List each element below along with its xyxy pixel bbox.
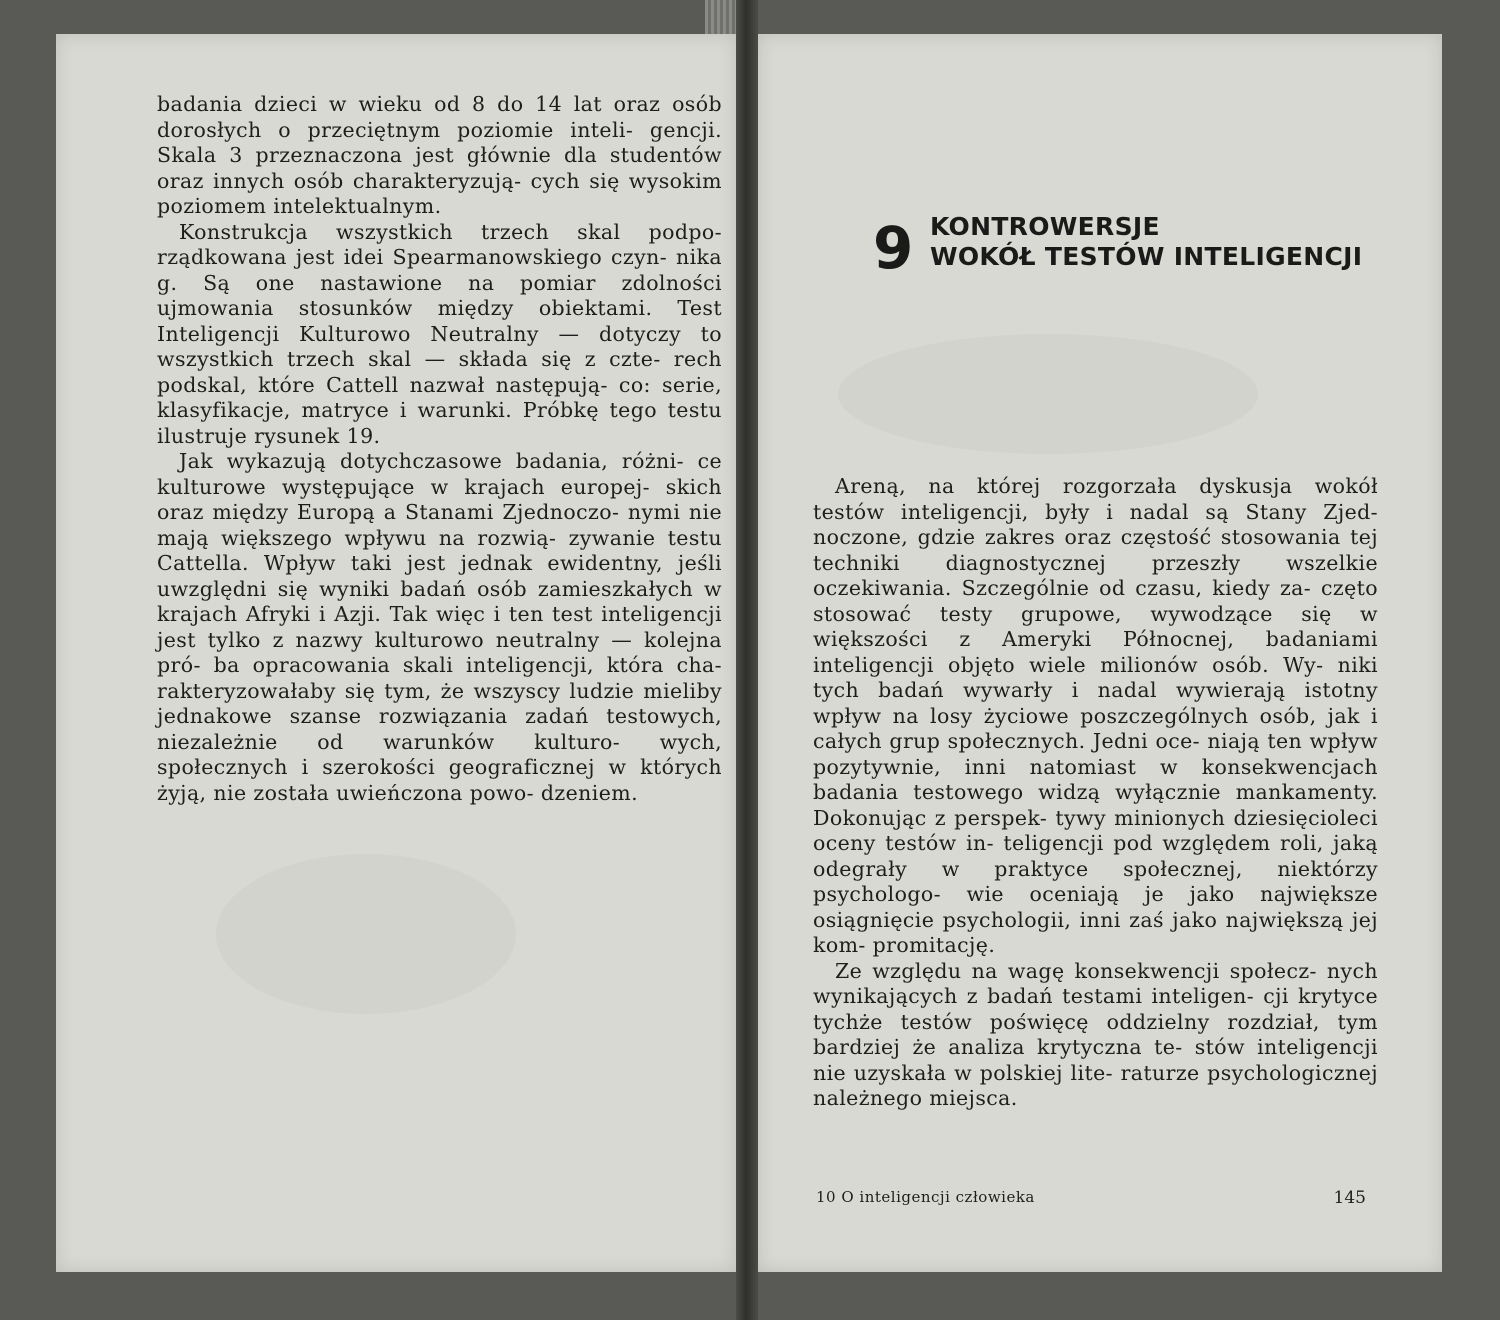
chapter-number: 9 bbox=[873, 214, 914, 282]
page-number: 145 bbox=[1333, 1188, 1366, 1208]
right-page-body bbox=[813, 474, 1378, 1112]
printer-signature: 10 O inteligencji człowieka bbox=[816, 1188, 1035, 1206]
paper-stain bbox=[216, 854, 516, 1014]
paper-stain bbox=[838, 334, 1258, 454]
paragraph: Areną, na której rozgorzała dyskusja wokół testów inteligencji, były i nadal są Stany Zjed- noczone, gdzie zakres oraz częstość stosowania tej techniki diagnostycznej przeszły wszelkie oczekiwania. Szczególnie od czasu, kiedy za- częto stosować testy grupowe, wywodzące się w większości z Ameryki Północnej, badaniami inteligencji objęto wiele milionów osób. Wy- niki tych badań wywarły i nadal wywierają istotny wpływ na losy życiowe poszczególnych osób, jak i całych grup społecznych. Jedni oce- niają ten wpływ pozytywnie, inni natomiast w konsekwencjach badania testowego widzą wyłącznie mankamenty. Dokonując z perspek- tywy minionych dziesięcioleci oceny testów in- teligencji pod względem roli, jaką odegrały w praktyce społecznej, niektórzy psychologo- wie oceniają je jako największe osiągnięcie psychologii, inni zaś jako największą jej kom- promitację. bbox=[813, 474, 1378, 957]
paragraph: badania dzieci w wieku od 8 do 14 lat oraz osób dorosłych o przeciętnym poziomie inteli- gencji. Skala 3 przeznaczona jest głównie dla studentów oraz innych osób charakteryzują- cych się wysokim poziomem intelektualnym. bbox=[157, 92, 722, 218]
chapter-title bbox=[930, 212, 1362, 272]
right-page bbox=[758, 34, 1442, 1272]
paragraph: Konstrukcja wszystkich trzech skal podpo- rządkowana jest idei Spearmanowskiego czyn- nika g. Są one nastawione na pomiar zdolności ujmowania stosunków między obiektami. Test Inteligencji Kulturowo Neutralny — dotyczy to wszystkich trzech skal — składa się z czte- rech podskal, które Cattell nazwał następują- co: serie, klasyfikacje, matryce i warunki. Próbkę tego testu ilustruje rysunek 19. bbox=[157, 219, 722, 448]
chapter-heading bbox=[873, 212, 1433, 302]
left-page-body bbox=[157, 92, 722, 806]
paragraph: Ze względu na wagę konsekwencji społecz- nych wynikających z badań testami inteligen- cji krytyce tychże testów poświęcę oddzielny rozdział, tym bardziej że analiza krytyczna te- stów inteligencji nie uzyskała w polskiej lite- raturze psychologicznej należnego miejsca. bbox=[813, 958, 1378, 1110]
left-page bbox=[56, 34, 736, 1272]
book-spine-gutter bbox=[736, 0, 758, 1320]
paragraph: Jak wykazują dotychczasowe badania, różni- ce kulturowe występujące w krajach europej- skich oraz między Europą a Stanami Zjednoczo- nymi nie mają większego wpływu na rozwią- zywanie testu Cattella. Wpływ taki jest jednak ewidentny, jeśli uwzględni się wyniki badań osób zamieszkałych w krajach Afryki i Azji. Tak więc i ten test inteligencji jest tylko z nazwy kulturowo neutralny — kolejna pró- ba opracowania skali inteligencji, która cha- rakteryzowałaby się tym, że wszyscy ludzie mieliby jednakowe szanse rozwiązania zadań testowych, niezależnie od warunków kulturo- wych, społecznych i szerokości geograficznej w których żyją, nie została uwieńczona powo- dzeniem. bbox=[157, 449, 722, 805]
chapter-title-line: KONTROWERSJE bbox=[930, 212, 1160, 241]
chapter-title-line: WOKÓŁ TESTÓW INTELIGENCJI bbox=[930, 242, 1363, 271]
